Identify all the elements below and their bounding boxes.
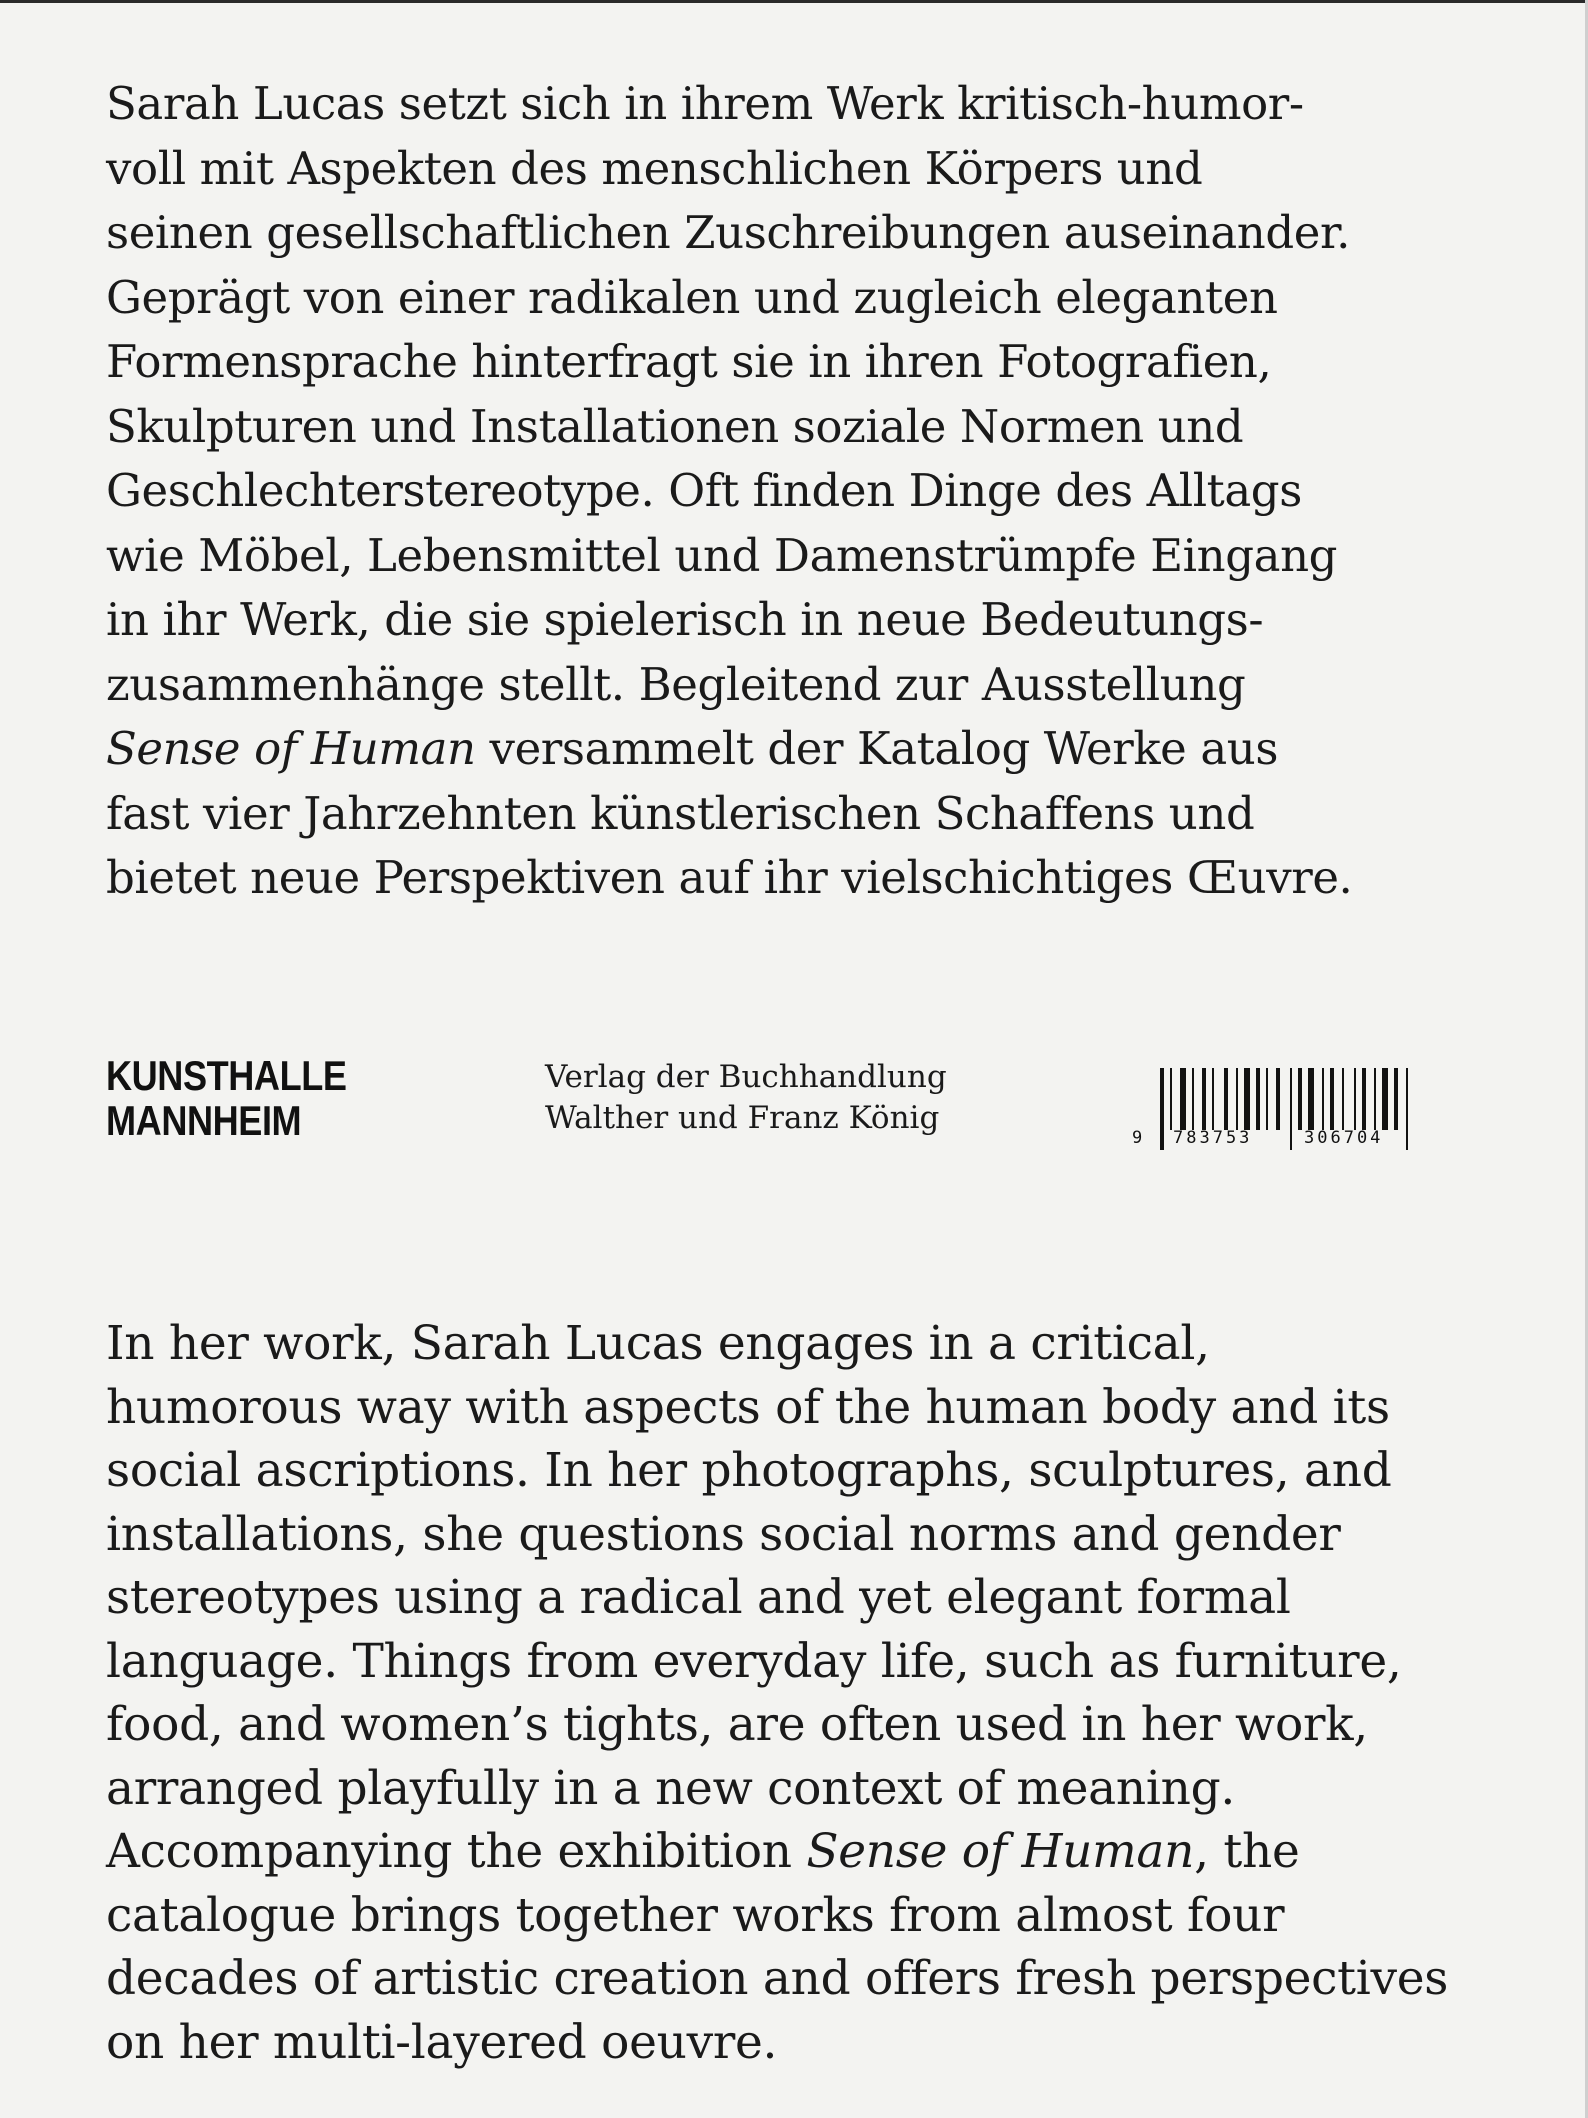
german-line: voll mit Aspekten des menschlichen Körpers und	[106, 141, 1203, 195]
exhibition-title: Sense of Human	[806, 1824, 1195, 1879]
english-line: food, and women’s tights, are often used in her work,	[106, 1697, 1368, 1752]
barcode-first-digit: 9	[1132, 1128, 1146, 1148]
barcode-bar	[1224, 1068, 1228, 1130]
barcode-bar	[1298, 1068, 1302, 1130]
german-line: Geprägt von einer radikalen und zugleich eleganten	[106, 270, 1278, 324]
barcode-bar	[1160, 1068, 1164, 1150]
page-top-edge	[0, 0, 1588, 3]
german-line-exhibition	[106, 717, 1352, 782]
english-line-exhibition	[106, 1820, 1448, 1884]
german-line: wie Möbel, Lebensmittel und Damenstrümpfe Eingang	[106, 528, 1338, 582]
barcode-bar	[1406, 1068, 1408, 1150]
barcode-bar	[1330, 1068, 1334, 1130]
barcode-bar	[1266, 1068, 1268, 1130]
barcode-bar	[1180, 1068, 1186, 1130]
barcode-bar	[1322, 1068, 1324, 1130]
publisher-line-1: Verlag der Buchhandlung	[545, 1059, 947, 1095]
english-line: arranged playfully in a new context of meaning.	[106, 1760, 1236, 1816]
isbn-barcode	[1128, 1068, 1458, 1168]
barcode-bar	[1256, 1068, 1260, 1130]
english-line: stereotypes using a radical and yet elegant formal	[106, 1570, 1291, 1625]
barcode-bar	[1374, 1068, 1376, 1130]
german-line: Geschlechterstereotype. Oft finden Dinge des Alltags	[106, 464, 1302, 517]
exhibition-title: Sense of Human	[106, 722, 476, 775]
kunsthalle-mannheim-logo	[106, 1053, 347, 1143]
english-description	[106, 1312, 1448, 2074]
barcode-bar	[1382, 1068, 1388, 1130]
barcode-right-digits: 306704	[1304, 1128, 1384, 1148]
logo-line-1: KUNSTHALLE	[106, 1052, 347, 1099]
german-line: in ihr Werk, die sie spielerisch in neue Bedeutungs-	[106, 593, 1264, 646]
english-line: social ascriptions. In her photographs, sculptures, and	[106, 1443, 1392, 1498]
barcode-bar	[1394, 1068, 1398, 1130]
barcode-left-digits: 783753	[1173, 1128, 1253, 1148]
english-line: humorous way with aspects of the human body and its	[106, 1379, 1390, 1435]
english-line: language. Things from everyday life, such as furniture,	[106, 1633, 1402, 1689]
barcode-bar	[1236, 1068, 1238, 1130]
barcode-bar	[1290, 1068, 1292, 1150]
english-line: on her multi-layered oeuvre.	[106, 2014, 778, 2070]
german-line-rest: versammelt der Katalog Werke aus	[475, 722, 1279, 775]
german-line: fast vier Jahrzehnten künstlerischen Schaffens und	[106, 786, 1255, 840]
german-line: bietet neue Perspektiven auf ihr vielschichtiges Œuvre.	[106, 851, 1353, 904]
german-line: Skulpturen und Installationen soziale Normen und	[106, 399, 1244, 453]
english-line-before: Accompanying the exhibition	[106, 1824, 807, 1879]
german-line: seinen gesellschaftlichen Zuschreibungen auseinander.	[106, 206, 1351, 259]
barcode-bar	[1212, 1068, 1214, 1130]
german-line: zusammenhänge stellt. Begleitend zur Ausstellung	[106, 657, 1246, 711]
barcode-bars-icon	[1128, 1068, 1458, 1168]
barcode-bar	[1362, 1068, 1366, 1130]
barcode-bar	[1276, 1068, 1280, 1130]
barcode-bar	[1354, 1068, 1356, 1130]
english-line-after: , the	[1194, 1824, 1300, 1879]
barcode-bar	[1244, 1068, 1250, 1130]
barcode-bar	[1308, 1068, 1314, 1130]
english-line: catalogue brings together works from almost four	[106, 1887, 1285, 1943]
german-description	[106, 72, 1352, 911]
english-line: decades of artistic creation and offers fresh perspectives	[106, 1951, 1449, 2006]
english-line: installations, she questions social norms and gender	[106, 1506, 1341, 1562]
barcode-bar	[1342, 1068, 1344, 1130]
barcode-bar	[1192, 1068, 1194, 1130]
barcode-bar	[1170, 1068, 1172, 1130]
english-line: In her work, Sarah Lucas engages in a critical,	[106, 1316, 1210, 1371]
barcode-bar	[1202, 1068, 1206, 1130]
german-line: Formensprache hinterfragt sie in ihren Fotografien,	[106, 335, 1272, 388]
publisher-imprint	[545, 1057, 947, 1139]
german-line: Sarah Lucas setzt sich in ihrem Werk kritisch-humor-	[106, 77, 1304, 130]
logo-line-2: MANNHEIM	[106, 1097, 302, 1144]
publisher-line-2: Walther und Franz König	[545, 1100, 940, 1136]
